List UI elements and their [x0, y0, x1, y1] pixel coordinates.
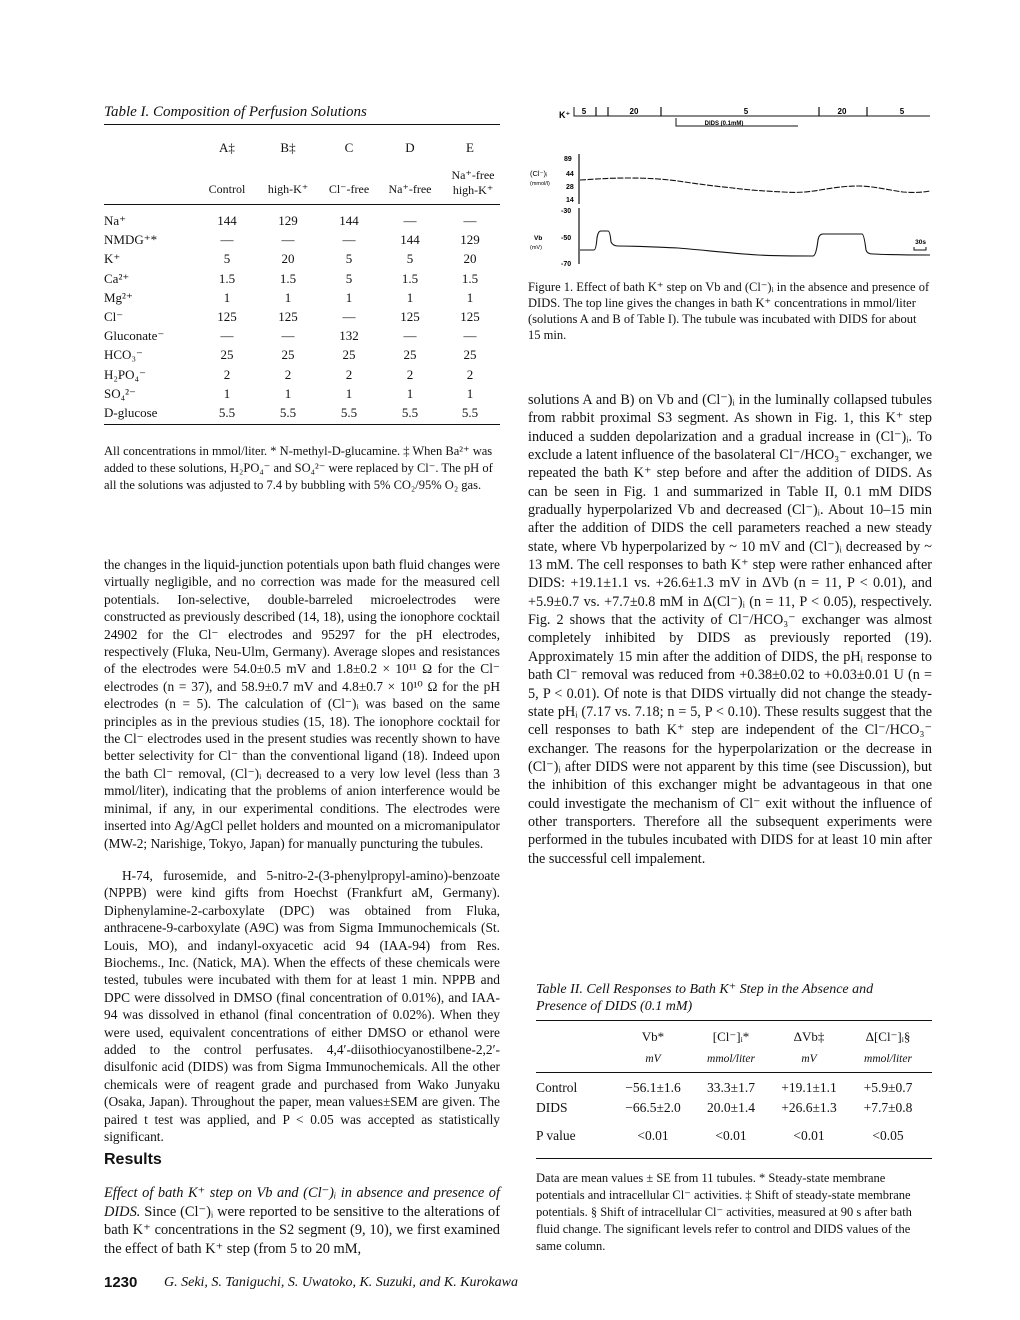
table1-cell: — [403, 328, 417, 344]
table2-cell: 33.3±1.7 [707, 1080, 755, 1095]
table2-title: Table II. Cell Responses to Bath K⁺ Step in the Absence and Presence of DIDS (0.1 mM) [536, 982, 874, 1014]
table1-cell: — [463, 213, 477, 228]
table1-row-label: H₂PO₄⁻ [104, 366, 146, 382]
table1-cell: 1 [223, 289, 231, 305]
table1-cell: 129 [460, 232, 480, 248]
table2-cell: <0.01 [793, 1128, 825, 1143]
table1-cell: 1.5 [461, 270, 479, 286]
running-authors: G. Seki, S. Taniguchi, S. Uwatoko, K. Suzuki, and K. Kurokawa [164, 1275, 519, 1290]
fig1-k-step: 20 [837, 107, 847, 116]
table1-row-label: Mg²⁺ [104, 289, 133, 305]
table1-cell: — [403, 213, 417, 228]
fig1-vb-axis-unit: (mV) [530, 245, 542, 251]
fig1-time-scale-bar [914, 247, 926, 250]
table1-cell: 5.5 [461, 405, 479, 420]
table2-header: [Cl⁻]ᵢ* [712, 1029, 750, 1044]
fig1-k-baseline [574, 107, 930, 116]
table1-bottom-rule [104, 424, 500, 425]
table1-cell: 20 [281, 251, 295, 267]
table1-cell: 1 [223, 385, 231, 401]
fig1-vb-trace [580, 231, 930, 256]
table1-row-label: NMDG⁺* [104, 232, 158, 248]
fig1-vb-tick: -50 [561, 235, 572, 242]
table1-cell: 5 [223, 251, 231, 267]
table2-header: ΔVb‡ [793, 1029, 825, 1044]
left-paragraph-2: H-74, furosemide, and 5-nitro-2-(3-phenylpropyl-amino)-benzoate (NPPB) were kind gifts from Hoechst (Frankfurt aM, Germany). Diphenylamine-2-carboxylate (DPC) was obtained from Fluka, anthracene-9-carboxylate (A9C) was from Sigma Immunochemicals (St. Louis, MO), and indanyl-oxyacetic acid 94 (IAA-94) from Res. Biochems., Inc. (Natick, MA). When the effects of these chemicals were tested, tubules were incubated with them for at least 1 min. NPPB and DPC were dissolved in DMSO (final concentration of 0.01%), and IAA-94 was dissolved in ethanol (final concentration of 0.02%). When they were used, equivalent concentrations of either DMSO or ethanol were added to the control perfusates. 4,4′-diisothiocyanostilbene-2,2′-disulfonic acid (DIDS) was from Sigma Immunochemicals. All the other chemicals were of reagent grade and purchased from Wako Junyaku (Osaka, Japan). Throughout the paper, mean values±SEM are given. The paired t test was applied, and P < 0.05 was accepted as statistically significant. [104, 868, 500, 1145]
fig1-k-label: K⁺ [559, 110, 571, 120]
table1-cell: 5 [345, 251, 353, 267]
table1-cell: 1 [406, 289, 414, 305]
table2-cell: +19.1±1.1 [781, 1080, 837, 1095]
table1-cell: 5.5 [218, 405, 236, 420]
table1-cell: 1 [345, 385, 353, 401]
table2-unit: mmol/liter [707, 1053, 755, 1065]
left-paragraph-1: the changes in the liquid-junction potentials upon bath fluid changes were virtually negligible, and no correction was made for the measured cell potentials. Ion-selective, double-barreled microelectrodes were constructed as previously described (14, 18), using the ionophore cocktail 24902 for the Cl⁻ electrodes and 95297 for the pH electrodes, respectively (Fluka, Neu-Ulm, Germany). Average slopes and resistances of the electrodes were 54.0±0.5 mV and 1.8±0.2 × 10¹¹ Ω for the Cl⁻ electrodes (n = 37), and 58.9±0.7 mV and 4.8±0.7 × 10¹⁰ Ω for the pH electrodes (n = 5). The calculation of (Cl⁻)ᵢ was based on the same principles as in the previous studies (15, 18). The ionophore cocktail for the Cl⁻ electrodes used in the present studies was recently shown to have better selectivity for Cl⁻ than the conventional ligand (18). Indeed upon the bath Cl⁻ removal, (Cl⁻)ᵢ decreased to a very low level (less than 3 mmol/liter), indicating that the problems of anion interference would be minimal, if any, in our experimental conditions. The electrodes were inserted into Ag/AgCl pellet holders and mounted on a micromanipulator (MW-2; Narishige, Tokyo, Japan) for manually puncturing the tubules. [104, 557, 500, 851]
table1-cell: 129 [278, 213, 298, 228]
table1-row-label: SO₄²⁻ [104, 385, 136, 401]
table2-footnote: Data are mean values ± SE from 11 tubules. * Steady-state membrane potentials and intracellular Cl⁻ activities. ‡ Shift of steady-state membrane potentials. § Shift of intracellular Cl⁻ activities, measured at 90 s after bath fluid change. The significant levels refer to control and DIDS values of the same column. [536, 1171, 912, 1253]
table1-cell: 25 [463, 347, 477, 363]
table2-unit: mV [645, 1053, 661, 1065]
table2-row-label: DIDS [536, 1100, 568, 1115]
table1-cell: — [463, 328, 477, 344]
table2-unit: mV [801, 1053, 817, 1065]
table2-row-label: Control [536, 1080, 578, 1095]
table1-cell: 132 [339, 328, 359, 344]
table2-cell: −66.5±2.0 [625, 1100, 681, 1115]
table2-cell: <0.01 [715, 1128, 747, 1143]
table1-cell: 1 [345, 289, 353, 305]
table2-bottom-rule [536, 1158, 932, 1159]
table2-cell: +7.7±0.8 [863, 1100, 913, 1115]
fig1-time-scale-label: 30s [915, 239, 926, 246]
table1-cell: 144 [400, 232, 420, 248]
table1-cell: 1.5 [401, 270, 419, 286]
fig1-cl-trace [580, 178, 930, 192]
fig1-cl-tick: 14 [566, 197, 574, 204]
table2-header: Δ[Cl⁻]ᵢ§ [865, 1029, 911, 1044]
figure1-plot [528, 104, 932, 274]
fig1-k-step: 5 [899, 107, 905, 116]
table1-cell: 1 [284, 289, 292, 305]
fig1-vb-axis-label: Vb [534, 235, 543, 242]
table1-cell: 5.5 [279, 405, 297, 420]
table2-header: Vb* [641, 1029, 665, 1044]
fig1-k-step: 20 [629, 107, 639, 116]
table1-cell: 1.5 [218, 270, 236, 286]
table1-cell: 25 [220, 347, 234, 363]
table1-cell: 5 [406, 251, 414, 267]
results-text: Since (Cl⁻)ᵢ were reported to be sensitive to the alterations of bath K⁺ concentrations in the S2 segment (9, 10), we first examined the effect of bath K⁺ step (from 5 to 20 mM, [104, 1203, 500, 1257]
table1-cell: 20 [463, 251, 477, 267]
table1-cell: 1.5 [279, 270, 297, 286]
table1-col-letter: E [466, 140, 474, 155]
table1-col-letter: D [405, 140, 415, 155]
table1-cell: — [220, 232, 234, 248]
table1-col-letter: C [344, 140, 354, 155]
table2-cell: 20.0±1.4 [707, 1100, 755, 1115]
table1-row-label: D-glucose [104, 405, 158, 420]
table1-cell: — [220, 328, 234, 344]
table1-row-label: K⁺ [104, 251, 121, 267]
table1-cell: 2 [223, 366, 231, 382]
table1-header-rule [104, 204, 500, 205]
table1-cell: 1 [466, 385, 474, 401]
page-number: 1230 [104, 1274, 138, 1291]
table1-cell: 125 [460, 309, 480, 324]
table1-cell: 1 [406, 385, 414, 401]
table1-cell: 125 [278, 309, 298, 324]
fig1-cl-tick: 44 [566, 171, 574, 178]
table1-col-name: Control [208, 182, 246, 196]
table2-cell: <0.05 [872, 1128, 904, 1143]
table1-row-label: Gluconate⁻ [104, 328, 165, 344]
table1-cell: — [281, 328, 295, 344]
table2-cell: +5.9±0.7 [863, 1080, 913, 1095]
table1-cell: 2 [406, 366, 414, 382]
fig1-cl-tick: 28 [566, 184, 574, 191]
table1-cell: — [342, 309, 356, 324]
table1-cell: 2 [466, 366, 474, 382]
table1-cell: 25 [342, 347, 356, 363]
results-subheading: Effect of bath K⁺ step on Vb and (Cl⁻)ᵢ in absence and presence of DIDS. [104, 1185, 500, 1220]
table1-row-label: Ca²⁺ [104, 270, 130, 286]
fig1-vb-tick: -70 [561, 261, 572, 268]
figure1-caption: Figure 1. Effect of bath K⁺ step on Vb and (Cl⁻)ᵢ in the absence and presence of DIDS. The top line gives the changes in bath K⁺ concentrations in mmol/liter (solutions A and B of Table I). The tubule was incubated with DIDS for about 15 min. [528, 280, 930, 342]
table1-cell: 2 [345, 366, 353, 382]
table1-cell: 1 [284, 385, 292, 401]
right-paragraph-1: solutions A and B) on Vb and (Cl⁻)ᵢ in the luminally collapsed tubules from rabbit proximal S3 segment. As shown in Fig. 1, this K⁺ step induced a sudden depolarization and a gradual increase in (Cl⁻)ᵢ. To exclude a latent influence of the basolateral Cl⁻/HCO₃⁻ exchanger, we repeated the bath K⁺ step before and after the addition of DIDS. As can be seen in Fig. 1 and summarized in Table II, 0.1 mM DIDS gradually hyperpolarized Vb and decreased (Cl⁻)ᵢ. About 10–15 min after the addition of DIDS the cell parameters reached a new steady state, where Vb hyperpolarized by ~ 10 mV and (Cl⁻)ᵢ decreased by ~ 13 mM. The cell responses to bath K⁺ step were rather enhanced after DIDS: +19.1±1.1 vs. +26.6±1.3 mV in ΔVb (n = 11, P < 0.01), and +5.9±0.7 vs. +7.7±0.8 mM in Δ(Cl⁻)ᵢ (n = 11, P < 0.05), respectively. Fig. 2 shows that the activity of Cl⁻/HCO₃⁻ exchanger was almost completely inhibited by DIDS as previously reported (19). Approximately 15 min after the addition of DIDS, the pHᵢ response to bath Cl⁻ removal was reduced from +0.38±0.02 to +0.03±0.01 U (n = 5, P < 0.01). Of note is that DIDS virtually did not change the steady-state pHᵢ (7.17 vs. 7.18; n = 5, P < 0.10). These results suggest that the cell responses to bath K⁺ step are independent of the Cl⁻/HCO₃⁻ exchanger. The reasons for the hyperpolarization or the decrease in (Cl⁻)ᵢ after DIDS were not apparent by this time (see Discussion), but the inhibition of this exchanger might be advantageous in that one could investigate the mechanism of Cl⁻ exit without the influence of other transporters. Therefore all the subsequent experiments were performed in the tubules incubated with DIDS for at least 10 min after the successful cell impalement. [528, 392, 932, 867]
table2-header-rule [536, 1072, 932, 1073]
figure1 [528, 104, 932, 274]
table1-cell: 144 [217, 213, 237, 228]
table2-top-rule [536, 1020, 932, 1021]
table2-cell: +26.6±1.3 [781, 1100, 837, 1115]
table2-cell: <0.01 [637, 1128, 669, 1143]
table1-col-name: Na⁺-free high-K⁺ [451, 168, 495, 197]
table1-top-rule [104, 124, 500, 125]
table1-cell: 5.5 [340, 405, 358, 420]
results-paragraph [104, 1184, 500, 1258]
table1-col-letter: B‡ [280, 140, 296, 155]
table1-row-label: HCO₃⁻ [104, 347, 143, 363]
table1-cell: 144 [339, 213, 359, 228]
fig1-vb-tick: -30 [561, 208, 572, 215]
fig1-cl-axis-unit: (mmol/l) [530, 181, 550, 187]
table1-row-label: Na⁺ [104, 213, 127, 228]
table1-cell: — [342, 232, 356, 248]
table2-unit: mmol/liter [864, 1053, 912, 1065]
results-heading: Results [104, 1151, 162, 1168]
table1-title: Table I. Composition of Perfusion Solutions [104, 104, 367, 120]
table1-cell: 125 [217, 309, 237, 324]
table1-cell: 5 [345, 270, 353, 286]
table1-col-name: Na⁺-free [388, 182, 432, 196]
table1-col-letter: A‡ [219, 140, 235, 155]
table1-cell: 1 [466, 289, 474, 305]
table1-cell: 125 [400, 309, 420, 324]
table1-col-name: high-K⁺ [267, 182, 309, 196]
table2 [536, 1020, 932, 1150]
table1-col-name: Cl⁻-free [328, 182, 370, 196]
fig1-cl-tick: 89 [564, 156, 572, 163]
table1-cell: 5.5 [401, 405, 419, 420]
table1-cell: 25 [281, 347, 295, 363]
fig1-dids-label: DIDS (0.1mM) [704, 121, 744, 127]
table1-cell: — [281, 232, 295, 248]
table2-row-label: P value [536, 1128, 576, 1143]
fig1-k-step: 5 [743, 107, 749, 116]
table1-cell: 2 [284, 366, 292, 382]
fig1-cl-axis-label: (Cl⁻)ᵢ [530, 169, 548, 178]
table1-footnote: All concentrations in mmol/liter. * N-methyl-D-glucamine. ‡ When Ba²⁺ was added to these solutions, H₂PO₄⁻ and SO₄²⁻ were replaced by Cl⁻. The pH of all the solutions was adjusted to 7.4 by bubbling with 5% CO₂/95% O₂ gas. [104, 444, 493, 492]
table1-cell: 25 [403, 347, 417, 363]
table1-row-label: Cl⁻ [104, 309, 124, 324]
table2-cell: −56.1±1.6 [625, 1080, 681, 1095]
fig1-k-step: 5 [581, 107, 587, 116]
